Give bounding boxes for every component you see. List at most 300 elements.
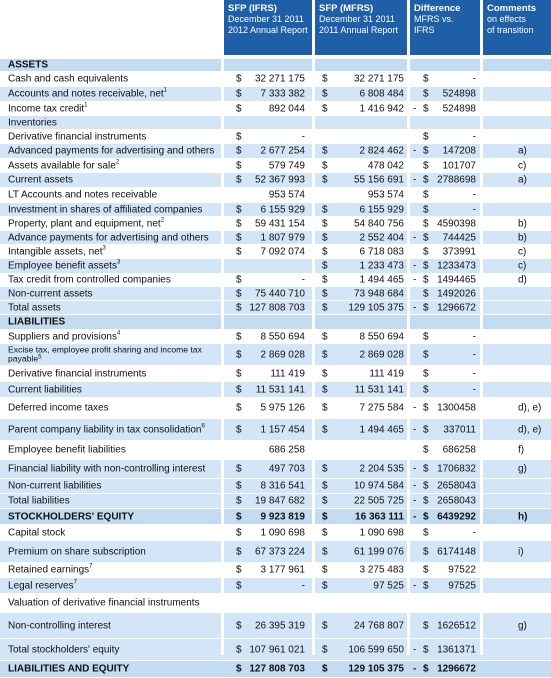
mfrs-currency-sign: $ (322, 511, 328, 522)
row-label-text: Legal reserves (8, 580, 74, 591)
mfrs-value: 2 869 028 (359, 349, 404, 360)
difference-value: 524898 (442, 103, 476, 114)
difference-currency-sign: $ (423, 145, 429, 157)
ifrs-value: 892 044 (268, 103, 305, 114)
mfrs-currency-sign: $ (322, 424, 328, 435)
mfrs-value: 478 042 (367, 160, 404, 171)
difference-value: 1626512 (437, 620, 476, 631)
row-label (8, 527, 65, 538)
table-row (0, 102, 551, 115)
table-row (0, 613, 551, 638)
row-label-text: Non-current assets (8, 288, 93, 299)
header-col1-title: SFP (IFRS) (228, 3, 277, 14)
row-label-text: Employee benefit assets (8, 260, 117, 272)
row-label-text: Income tax credit (8, 103, 85, 114)
mfrs-value: 111 419 (369, 368, 404, 379)
row-label (8, 403, 109, 414)
row-label-text: Total stockholders' equity (8, 644, 120, 655)
difference-value: - (472, 131, 476, 142)
difference-currency-sign: $ (423, 88, 429, 100)
mfrs-currency-sign: $ (322, 480, 328, 492)
table-row (0, 382, 551, 397)
mfrs-value: 106 599 650 (348, 644, 404, 655)
mfrs-value: 6 718 083 (359, 246, 404, 257)
comment-reference: f) (518, 444, 525, 456)
difference-currency-sign: $ (423, 620, 429, 631)
ifrs-value: 497 703 (268, 463, 305, 475)
row-label (8, 175, 73, 186)
difference-value: 1300458 (437, 402, 476, 414)
mfrs-currency-sign: $ (322, 644, 328, 655)
row-label-text: Inventories (8, 117, 57, 128)
ifrs-value: 579 749 (268, 160, 305, 171)
ifrs-value: 9 923 819 (260, 511, 305, 522)
difference-currency-sign: $ (423, 204, 429, 215)
difference-value: 97525 (448, 580, 476, 591)
ifrs-currency-sign: $ (236, 580, 242, 591)
table-row (0, 301, 551, 314)
mfrs-currency-sign: $ (322, 174, 328, 186)
difference-minus-sign: - (413, 145, 417, 157)
comment-reference: c) (518, 260, 527, 272)
row-label-text: Assets available for sale (8, 160, 116, 171)
difference-minus-sign: - (413, 232, 417, 243)
difference-currency-sign: $ (423, 463, 429, 475)
ifrs-value: 75 440 710 (254, 288, 305, 299)
mfrs-value: 54 840 756 (353, 218, 404, 229)
comment-reference: a) (518, 145, 527, 157)
row-label (8, 288, 92, 299)
difference-currency-sign: $ (423, 274, 429, 286)
comment-reference: a) (518, 174, 527, 186)
difference-value: 744425 (442, 232, 476, 243)
ifrs-currency-sign: $ (236, 620, 242, 631)
ifrs-value: 8 550 694 (260, 331, 305, 342)
ifrs-value: 67 373 224 (254, 546, 305, 557)
table-row (0, 231, 551, 244)
row-label (8, 546, 146, 557)
header-comments (483, 0, 551, 55)
mfrs-value: 1 494 465 (359, 424, 404, 435)
table-row (0, 217, 551, 230)
row-label-text: Investment in shares of affiliated companies (8, 204, 203, 215)
row-label (8, 565, 93, 576)
difference-value: 147208 (442, 145, 476, 157)
row-label-text: Tax credit from controlled companies (8, 274, 171, 286)
row-label-text: Current assets (8, 174, 74, 186)
ifrs-currency-sign: $ (236, 546, 242, 557)
difference-currency-sign: $ (423, 663, 429, 675)
row-label-text: Derivative financial instruments (8, 131, 147, 142)
row-label-text: Non-controlling interest (8, 620, 111, 631)
row-label (8, 511, 134, 522)
ifrs-currency-sign: $ (236, 644, 242, 655)
ifrs-value: 127 808 703 (249, 302, 305, 313)
difference-value: 1296672 (437, 302, 476, 313)
row-label-text: Deferred income taxes (8, 402, 109, 414)
difference-currency-sign: $ (423, 644, 429, 655)
mfrs-value: 10 974 584 (353, 480, 404, 492)
row-label (8, 345, 218, 364)
difference-currency-sign: $ (423, 174, 429, 186)
difference-currency-sign: $ (423, 384, 429, 395)
mfrs-value: 953 574 (367, 189, 404, 201)
difference-minus-sign: - (413, 274, 417, 286)
mfrs-currency-sign: $ (322, 302, 328, 313)
mfrs-value: 2 204 535 (359, 463, 404, 475)
ifrs-value: - (301, 580, 305, 591)
ifrs-currency-sign: $ (236, 527, 242, 538)
difference-value: 1494465 (437, 274, 476, 286)
difference-value: - (472, 73, 476, 85)
row-label-text: Property, plant and equipment, net (8, 218, 161, 229)
header-difference (410, 0, 480, 55)
table-row (0, 274, 551, 286)
difference-value: 101707 (442, 160, 476, 171)
row-label (8, 60, 48, 71)
table-row (0, 563, 551, 577)
row-label (8, 644, 119, 655)
table-row (0, 639, 551, 660)
difference-currency-sign: $ (423, 546, 429, 557)
difference-value: 4590398 (437, 218, 476, 229)
row-label-text: Cash and cash equivalents (8, 73, 129, 85)
ifrs-currency-sign: $ (236, 424, 242, 435)
row-label-text: LT Accounts and notes receivable (8, 189, 158, 201)
table-row (0, 479, 551, 493)
ifrs-value: 953 574 (268, 189, 305, 201)
row-label (8, 664, 129, 675)
difference-value: - (472, 349, 476, 360)
row-label (8, 218, 164, 229)
row-label (8, 103, 88, 114)
mfrs-value: 1 494 465 (359, 274, 404, 286)
ifrs-value: 127 808 703 (249, 663, 305, 675)
ifrs-currency-sign: $ (236, 302, 242, 313)
mfrs-currency-sign: $ (322, 564, 328, 576)
comment-reference: c) (518, 246, 527, 257)
table-row (0, 525, 551, 540)
table-row (0, 87, 551, 101)
column-divider (407, 0, 410, 655)
ifrs-currency-sign: $ (236, 73, 242, 85)
table-row (0, 398, 551, 418)
section-row (0, 661, 551, 677)
mfrs-currency-sign: $ (322, 402, 328, 414)
ifrs-currency-sign: $ (236, 288, 242, 299)
ifrs-value: 111 419 (270, 368, 305, 379)
mfrs-value: 129 105 375 (348, 663, 404, 675)
row-label (8, 261, 120, 272)
difference-value: - (472, 331, 476, 342)
difference-value: - (472, 527, 476, 538)
mfrs-currency-sign: $ (322, 495, 328, 507)
mfrs-value: 8 550 694 (359, 331, 404, 342)
mfrs-currency-sign: $ (322, 384, 328, 395)
footnote-marker: 3 (102, 245, 106, 251)
ifrs-currency-sign: $ (236, 331, 242, 342)
ifrs-value: 6 155 929 (260, 204, 305, 215)
mfrs-currency-sign: $ (322, 274, 328, 286)
difference-currency-sign: $ (423, 260, 429, 272)
mfrs-currency-sign: $ (322, 288, 328, 299)
difference-minus-sign: - (413, 302, 417, 313)
difference-minus-sign: - (413, 480, 417, 492)
row-label (8, 424, 205, 435)
comment-reference: b) (518, 232, 527, 243)
mfrs-value: 2 824 462 (359, 145, 404, 157)
header-col2-sub2: 2011 Annual Report (319, 25, 398, 35)
mfrs-value: 97 525 (373, 580, 404, 591)
row-label-text: LIABILITIES AND EQUITY (8, 663, 130, 675)
row-label (8, 74, 128, 85)
row-label (8, 204, 202, 215)
mfrs-value: 6 808 484 (359, 88, 404, 100)
row-label-text: Intangible assets, net (8, 246, 103, 257)
difference-minus-sign: - (413, 644, 417, 655)
ifrs-value: 11 531 141 (255, 384, 305, 395)
difference-value: 2788698 (437, 174, 476, 186)
row-label (8, 580, 77, 591)
row-label-text: Advance payments for advertising and others (8, 232, 209, 243)
difference-minus-sign: - (413, 463, 417, 475)
difference-currency-sign: $ (423, 511, 429, 522)
header-sfp-ifrs (224, 0, 312, 55)
difference-minus-sign: - (413, 580, 417, 591)
row-label-text: Advanced payments for advertising and others (8, 145, 215, 157)
mfrs-currency-sign: $ (322, 463, 328, 475)
comment-reference: g) (518, 463, 527, 475)
ifrs-value: 59 431 154 (254, 218, 305, 229)
difference-currency-sign: $ (423, 424, 429, 435)
ifrs-currency-sign: $ (236, 232, 242, 243)
mfrs-currency-sign: $ (322, 663, 328, 675)
header-col1-sub2: 2012 Annual Report (228, 25, 308, 35)
ifrs-value: 32 271 175 (254, 73, 305, 85)
row-label (8, 275, 171, 286)
row-label (8, 117, 57, 128)
row-label (8, 246, 106, 257)
footnote-marker: 5 (38, 354, 42, 361)
footnote-marker: 1 (163, 87, 167, 94)
difference-minus-sign: - (413, 511, 417, 522)
footnote-marker: 3 (116, 259, 121, 266)
ifrs-value: - (301, 274, 305, 286)
difference-value: 373991 (442, 246, 476, 257)
difference-currency-sign: $ (423, 402, 429, 414)
ifrs-currency-sign: $ (236, 384, 242, 395)
table-row (0, 460, 551, 478)
header-col3-title: Difference (414, 3, 461, 14)
ifrs-value: 1 157 454 (260, 424, 305, 435)
header-col4-sub2: of transition (487, 25, 534, 35)
difference-currency-sign: $ (423, 131, 429, 142)
difference-value: - (472, 204, 476, 215)
comment-reference: h) (518, 511, 528, 522)
ifrs-value: 8 316 541 (260, 480, 305, 492)
difference-value: 97522 (448, 564, 476, 576)
mfrs-value: 2 552 404 (359, 232, 404, 243)
difference-currency-sign: $ (423, 349, 429, 360)
comment-reference: c) (518, 160, 527, 171)
row-label (8, 445, 126, 456)
row-label-text: Derivative financial instruments (8, 368, 147, 379)
ifrs-currency-sign: $ (236, 204, 242, 215)
table-row (0, 287, 551, 300)
row-label-text: Capital stock (8, 527, 66, 538)
row-label (8, 496, 70, 507)
table-body (0, 59, 551, 678)
mfrs-currency-sign: $ (322, 331, 328, 342)
ifrs-value: 1 090 698 (260, 527, 305, 538)
ifrs-currency-sign: $ (236, 218, 242, 229)
table-row (0, 578, 551, 593)
ifrs-currency-sign: $ (236, 160, 242, 171)
mfrs-value: 73 948 684 (353, 288, 404, 299)
difference-currency-sign: $ (423, 218, 429, 229)
difference-currency-sign: $ (423, 232, 429, 243)
difference-currency-sign: $ (423, 73, 429, 85)
table-row (0, 541, 551, 562)
ifrs-value: 2 869 028 (260, 349, 305, 360)
difference-currency-sign: $ (423, 527, 429, 538)
ifrs-currency-sign: $ (236, 564, 242, 576)
mfrs-currency-sign: $ (322, 368, 328, 379)
ifrs-currency-sign: $ (236, 480, 242, 492)
difference-currency-sign: $ (423, 444, 429, 456)
table-row (0, 159, 551, 172)
comment-reference: b) (518, 218, 527, 229)
ifrs-value: 7 092 074 (260, 246, 305, 257)
table-row (0, 245, 551, 258)
difference-value: 337011 (443, 424, 476, 435)
row-label-text: Suppliers and provisions (8, 331, 117, 342)
row-label (8, 620, 111, 631)
difference-currency-sign: $ (423, 495, 429, 507)
row-label (8, 331, 120, 342)
mfrs-value: 7 275 584 (359, 402, 404, 414)
table-row (0, 259, 551, 273)
comment-reference: d) (518, 274, 527, 286)
mfrs-currency-sign: $ (322, 88, 328, 100)
row-label (8, 89, 167, 100)
header-sfp-mfrs (315, 0, 407, 55)
difference-value: 2658043 (437, 495, 476, 507)
ifrs-value: 7 333 382 (260, 88, 305, 100)
row-label-text: Accounts and notes receivable, net (8, 88, 164, 100)
mfrs-value: 1 090 698 (359, 527, 404, 538)
ifrs-currency-sign: $ (236, 131, 242, 142)
difference-value: 1706832 (437, 463, 476, 475)
section-row (0, 315, 551, 329)
ifrs-value: 1 807 979 (260, 232, 305, 243)
header-col4-title: Comments (487, 3, 537, 14)
header-col2-title: SFP (MFRS) (319, 3, 374, 14)
footnote-marker: 7 (73, 579, 77, 585)
difference-currency-sign: $ (423, 189, 429, 201)
ifrs-value: 3 177 961 (260, 564, 305, 576)
ifrs-currency-sign: $ (236, 463, 242, 475)
difference-currency-sign: $ (423, 368, 429, 379)
mfrs-currency-sign: $ (322, 232, 328, 243)
row-label (8, 598, 200, 609)
difference-minus-sign: - (413, 663, 417, 675)
row-label-text: Premium on share subscription (8, 546, 146, 557)
difference-value: - (472, 384, 476, 395)
header-col4-sub1: on effects (487, 14, 526, 24)
row-label (8, 302, 61, 313)
header-col1-sub1: December 31 2011 (228, 14, 304, 24)
mfrs-value: 1 416 942 (359, 103, 404, 114)
mfrs-value: 1 233 473 (359, 260, 404, 272)
section-row (0, 509, 551, 524)
difference-minus-sign: - (413, 495, 417, 507)
difference-minus-sign: - (413, 103, 417, 114)
mfrs-currency-sign: $ (322, 103, 328, 114)
column-divider (221, 0, 224, 655)
row-label (8, 131, 146, 142)
header-col2-sub1: December 31 2011 (319, 14, 395, 24)
difference-currency-sign: $ (423, 564, 429, 576)
row-label (8, 190, 157, 201)
ifrs-currency-sign: $ (236, 274, 242, 286)
row-label-text: ASSETS (8, 59, 49, 71)
ifrs-value: 52 367 993 (254, 174, 305, 186)
footnote-marker: 6 (201, 423, 205, 429)
table-row (0, 419, 551, 440)
comment-reference: g) (518, 620, 527, 631)
ifrs-value: 19 847 682 (254, 495, 305, 507)
row-label (8, 160, 119, 171)
row-label-text: Parent company liability in tax consolidation (8, 424, 202, 435)
mfrs-currency-sign: $ (322, 620, 328, 631)
row-label (8, 384, 82, 395)
difference-value: 6174148 (437, 546, 476, 557)
column-divider (312, 0, 315, 655)
footnote-marker: 4 (116, 330, 121, 336)
mfrs-currency-sign: $ (322, 218, 328, 229)
row-label-text: Non-current liabilities (8, 480, 102, 492)
ifrs-value: 5 975 126 (260, 402, 305, 414)
footnote-marker: 2 (160, 217, 165, 223)
row-label (8, 481, 101, 492)
table-row (0, 72, 551, 86)
difference-currency-sign: $ (423, 580, 429, 591)
mfrs-currency-sign: $ (322, 260, 328, 272)
difference-value: 1296672 (437, 663, 476, 675)
difference-currency-sign: $ (423, 246, 429, 257)
difference-currency-sign: $ (423, 160, 429, 171)
mfrs-value: 3 275 483 (359, 564, 404, 576)
comment-reference: d), e) (518, 424, 542, 435)
difference-value: 686258 (442, 444, 476, 456)
mfrs-value: 129 105 375 (348, 302, 404, 313)
mfrs-currency-sign: $ (322, 204, 328, 215)
row-label (8, 368, 146, 379)
table-row (0, 173, 551, 187)
row-label-text: STOCKHOLDERS' EQUITY (8, 511, 135, 522)
table-row (0, 594, 551, 612)
table-row (0, 203, 551, 216)
table-row (0, 494, 551, 508)
difference-value: - (472, 368, 476, 379)
difference-value: 6439292 (437, 511, 476, 522)
ifrs-currency-sign: $ (236, 368, 242, 379)
difference-minus-sign: - (413, 402, 417, 414)
ifrs-value: 107 961 021 (249, 644, 305, 655)
difference-currency-sign: $ (423, 288, 429, 299)
row-label (8, 317, 65, 328)
